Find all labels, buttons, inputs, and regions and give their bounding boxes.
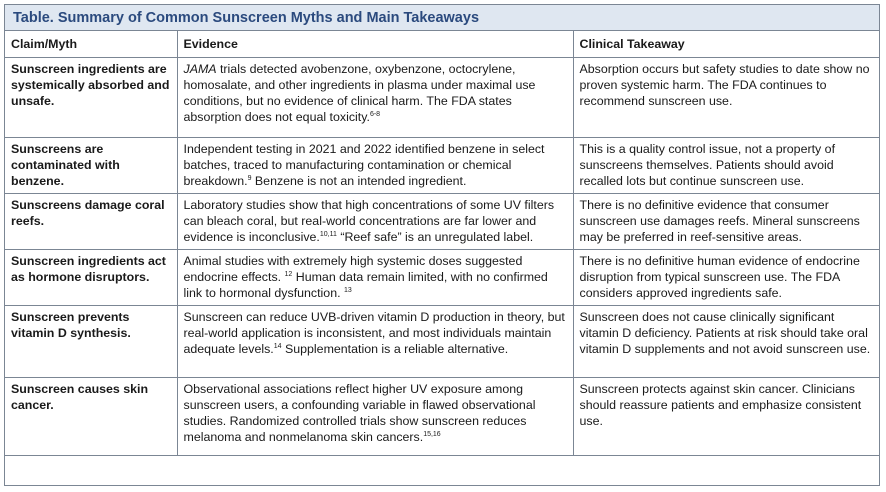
claim-cell: Sunscreen prevents vitamin D synthesis. [5,306,177,378]
table-row [5,250,879,306]
table-caption: Table. Summary of Common Sunscreen Myths and Main Takeaways [5,5,879,31]
reference: 13 [343,286,352,294]
reference: 6-8 [369,110,381,118]
evidence-text: Observational associations reflect higher UV exposure among sunscreen users, a confounding variable in flawed observational studies. Randomized controlled trials show sunscreen reduces melanoma and nonmelanoma skin cancers. [183,382,536,444]
reference: 12 [284,270,293,278]
evidence-text: Laboratory studies show that high concentrations of some UV filters can bleach coral, but real-world concentrations are far lower and evidence is inconclusive. [183,198,555,244]
header-claim: Claim/Myth [5,31,177,58]
takeaway-cell: Sunscreen protects against skin cancer. Clinicians should reassure patients and emphasize consistent use. [573,378,879,456]
evidence-cell [177,306,573,378]
claim-cell: Sunscreen ingredients act as hormone disruptors. [5,250,177,306]
claim-cell: Sunscreens damage coral reefs. [5,194,177,250]
journal-name: JAMA [183,62,217,76]
takeaway-cell: There is no definitive evidence that consumer sunscreen use damages reefs. Mineral sunscreens may be preferred in reef-sensitive areas. [573,194,879,250]
header-takeaway: Clinical Takeaway [573,31,879,58]
table-row [5,378,879,456]
evidence-cell [177,194,573,250]
reference: 15,16 [423,430,441,438]
evidence-text: Benzene is not an intended ingredient. [251,174,467,188]
claim-cell: Sunscreen causes skin cancer. [5,378,177,456]
table-frame [4,4,880,486]
takeaway-cell: Absorption occurs but safety studies to date show no proven systemic harm. The FDA continues to recommend sunscreen use. [573,58,879,138]
table-row [5,306,879,378]
evidence-text: Supplementation is a reliable alternative. [281,342,509,356]
evidence-cell [177,250,573,306]
evidence-text: trials detected avobenzone, oxybenzone, octocrylene, homosalate, and other ingredients in plasma under maximal use conditions, but no evidence of clinical harm. The FDA states absorption does not equal toxicity. [183,62,536,124]
evidence-text: Independent testing in 2021 and 2022 identified benzene in select batches, traced to manufacturing contamination or chemical breakdown. [183,142,545,188]
evidence-text: Sunscreen can reduce UVB-driven vitamin D production in theory, but real-world application is inconsistent, and most individuals maintain adequate levels. [183,310,565,356]
takeaway-cell: Sunscreen does not cause clinically significant vitamin D deficiency. Patients at risk should take oral vitamin D supplements and not avoid sunscreen use. [573,306,879,378]
reference: 10,11 [319,230,337,238]
table-row [5,194,879,250]
header-row [5,31,879,58]
takeaway-cell: There is no definitive human evidence of endocrine disruption from typical sunscreen use. The FDA considers approved ingredients safe. [573,250,879,306]
table-row [5,58,879,138]
evidence-cell [177,138,573,194]
claim-cell: Sunscreen ingredients are systemically absorbed and unsafe. [5,58,177,138]
evidence-text: Human data remain limited, with no confirmed link to hormonal dysfunction. [183,270,548,300]
claim-cell: Sunscreens are contaminated with benzene. [5,138,177,194]
header-evidence: Evidence [177,31,573,58]
evidence-cell [177,58,573,138]
table-row [5,138,879,194]
evidence-text: “Reef safe” is an unregulated label. [336,230,534,244]
reference: 14 [273,342,282,350]
takeaway-cell: This is a quality control issue, not a property of sunscreens themselves. Patients should avoid recalled lots but continue sunscreen use. [573,138,879,194]
reference: 9 [247,174,252,182]
evidence-cell [177,378,573,456]
myths-table [5,31,879,456]
evidence-text: Animal studies with extremely high systemic doses suggested endocrine effects. [183,254,523,284]
